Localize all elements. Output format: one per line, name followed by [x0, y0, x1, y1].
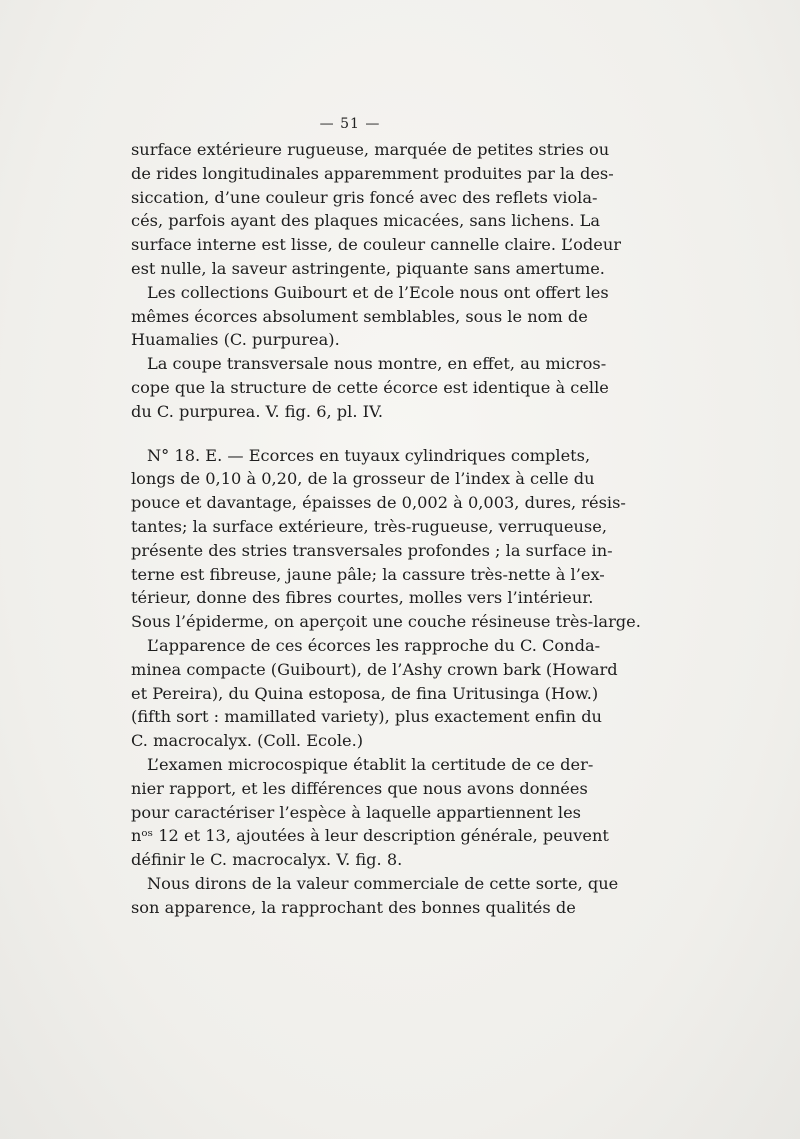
text-line: cés, parfois ayant des plaques micacées, sans lichens. La: [131, 211, 601, 231]
text-line: du C. purpurea. V. fig. 6, pl. IV.: [131, 401, 384, 421]
text-line: La coupe transversale nous montre, en effet, au micros-: [147, 354, 607, 374]
text-line: C. macrocalyx. (Coll. Ecole.): [131, 731, 364, 751]
text-line: mêmes écorces absolument semblables, sous le nom de: [131, 306, 588, 326]
text-line: présente des stries transversales profondes ; la surface in-: [131, 540, 613, 560]
paragraph: [131, 753, 609, 872]
text-line: terne est fibreuse, jaune pâle; la cassure très-nette à l’ex-: [131, 564, 605, 584]
text-line: térieur, donne des fibres courtes, molles vers l’intérieur.: [131, 588, 594, 608]
text-line: pour caractériser l’espèce à laquelle appartiennent les: [131, 802, 581, 822]
text-line: de rides longitudinales apparemment produites par la des-: [131, 163, 614, 183]
text-line: (fifth sort : mamillated variety), plus exactement enfin du: [131, 707, 602, 727]
text-line: est nulle, la saveur astringente, piquante sans amertume.: [131, 258, 605, 278]
paragraph: [131, 872, 619, 920]
text-line: tantes; la surface extérieure, très-rugueuse, verruqueuse,: [131, 516, 607, 536]
paragraph: [131, 444, 641, 634]
paragraph: [131, 634, 618, 753]
paragraph: [131, 138, 622, 281]
text-line: minea compacte (Guibourt), de l’Ashy crown bark (Howard: [131, 659, 618, 679]
text-line: Les collections Guibourt et de l’Ecole nous ont offert les: [147, 282, 609, 302]
text-line: longs de 0,10 à 0,20, de la grosseur de l’index à celle du: [131, 469, 595, 489]
text-line: Sous l’épiderme, on aperçoit une couche résineuse très-large.: [131, 612, 641, 632]
body-text: [131, 138, 641, 920]
text-line: N° 18. E. — Ecorces en tuyaux cylindriques complets,: [147, 445, 591, 465]
text-line: L’examen microcospique établit la certitude de ce der-: [147, 754, 594, 774]
text-line: définir le C. macrocalyx. V. fig. 8.: [131, 850, 403, 870]
text-line: nᵒˢ 12 et 13, ajoutées à leur description générale, peuvent: [131, 826, 609, 846]
paragraph-gap: [131, 424, 575, 444]
text-line: Huamalies (C. purpurea).: [131, 330, 340, 350]
text-line: son apparence, la rapprochant des bonnes qualités de: [131, 897, 576, 917]
text-line: pouce et davantage, épaisses de 0,002 à 0,003, dures, résis-: [131, 493, 626, 513]
text-line: Nous dirons de la valeur commerciale de cette sorte, que: [147, 873, 619, 893]
text-line: surface extérieure rugueuse, marquée de petites stries ou: [131, 140, 610, 159]
text-line: surface interne est lisse, de couleur cannelle claire. L’odeur: [131, 235, 622, 255]
paragraph: [131, 352, 609, 423]
text-line: et Pereira), du Quina estoposa, de fina Uritusinga (How.): [131, 683, 599, 703]
text-line: L’apparence de ces écorces les rapproche du C. Conda-: [147, 635, 601, 655]
text-line: nier rapport, et les différences que nous avons données: [131, 778, 588, 798]
text-line: cope que la structure de cette écorce est identique à celle: [131, 377, 609, 397]
text-line: siccation, d’une couleur gris foncé avec des reflets viola-: [131, 187, 598, 207]
page-number: — 51 —: [319, 116, 381, 132]
paragraph: [131, 281, 609, 352]
